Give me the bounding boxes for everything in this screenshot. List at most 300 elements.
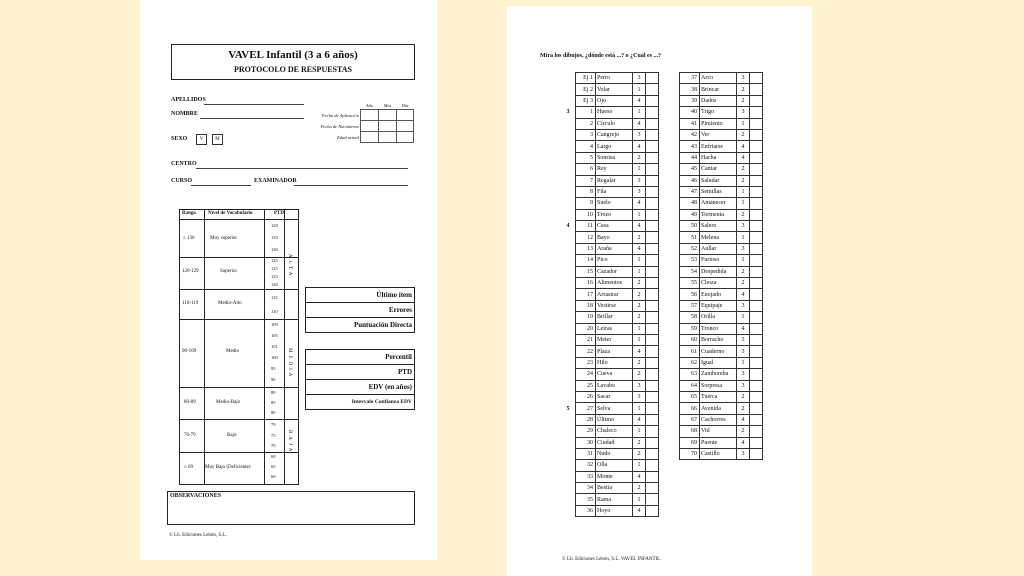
item-sec	[561, 118, 576, 129]
item-num: 37	[680, 73, 700, 84]
items-page	[507, 6, 812, 576]
item-num: 4	[576, 141, 596, 152]
response-cell[interactable]	[646, 243, 659, 254]
item-sec	[561, 186, 576, 197]
item-row	[561, 300, 659, 311]
ptd-value: 129	[271, 223, 278, 228]
item-num: 16	[576, 278, 596, 289]
item-sec	[561, 323, 576, 334]
ptd-value: 101	[271, 344, 278, 349]
item-word: Igual	[700, 357, 737, 368]
item-word: Hacha	[700, 152, 737, 163]
response-cell[interactable]	[646, 129, 659, 140]
response-cell[interactable]	[750, 346, 763, 357]
item-row	[561, 141, 659, 152]
items-right-table	[679, 72, 763, 460]
item-row	[680, 369, 763, 380]
response-cell[interactable]	[646, 198, 659, 209]
item-row	[561, 403, 659, 414]
item-num: 60	[680, 334, 700, 345]
level-baja: BAJA	[287, 430, 292, 455]
response-cell[interactable]	[646, 209, 659, 220]
response-cell[interactable]	[750, 357, 763, 368]
item-row	[680, 334, 763, 345]
item-num: 31	[576, 448, 596, 459]
item-num: Ej 3	[576, 95, 596, 106]
item-sec	[561, 483, 576, 494]
response-cell[interactable]	[646, 118, 659, 129]
item-ans: 4	[633, 141, 646, 152]
response-cell[interactable]	[646, 84, 659, 95]
item-ans: 1	[633, 323, 646, 334]
item-ans: 4	[633, 118, 646, 129]
item-ans: 3	[737, 346, 750, 357]
item-num: 35	[576, 494, 596, 505]
response-cell[interactable]	[750, 243, 763, 254]
item-num: 62	[680, 357, 700, 368]
item-ans: 4	[737, 414, 750, 425]
item-num: 13	[576, 243, 596, 254]
response-cell[interactable]	[646, 448, 659, 459]
item-sec	[561, 312, 576, 323]
item-row	[680, 312, 763, 323]
item-num: 26	[576, 391, 596, 402]
item-word: Perro	[596, 73, 633, 84]
title-box	[171, 44, 415, 80]
item-word: Regalar	[596, 175, 633, 186]
item-row	[680, 221, 763, 232]
band-nivel: Medio-Bajo	[216, 400, 241, 405]
sexo-m-box[interactable]: M	[212, 134, 223, 145]
response-cell[interactable]	[750, 141, 763, 152]
item-word: Bayo	[596, 232, 633, 243]
response-cell[interactable]	[750, 107, 763, 118]
response-cell[interactable]	[646, 334, 659, 345]
response-cell[interactable]	[646, 471, 659, 482]
item-row	[561, 369, 659, 380]
response-cell[interactable]	[750, 437, 763, 448]
item-word: Hueso	[596, 107, 633, 118]
item-word: Nudo	[596, 448, 633, 459]
item-row	[561, 460, 659, 471]
response-cell[interactable]	[646, 494, 659, 505]
item-word: Plaza	[596, 346, 633, 357]
response-cell[interactable]	[750, 232, 763, 243]
level-media: MEDIA	[287, 348, 292, 380]
response-cell[interactable]	[646, 232, 659, 243]
ptd-value: 130	[271, 247, 278, 252]
item-ans: 1	[633, 426, 646, 437]
item-num: 28	[576, 414, 596, 425]
date-cell[interactable]	[397, 132, 414, 143]
band-rango: 110-119	[182, 301, 199, 306]
response-cell[interactable]	[750, 209, 763, 220]
date-cell[interactable]	[397, 110, 414, 121]
item-row	[561, 471, 659, 482]
item-word: Trozo	[596, 209, 633, 220]
item-word: Ojo	[596, 95, 633, 106]
response-cell[interactable]	[750, 380, 763, 391]
item-ans: 2	[737, 426, 750, 437]
item-num: 40	[680, 107, 700, 118]
item-word: Tuerca	[700, 391, 737, 402]
date-cell[interactable]	[361, 121, 379, 132]
item-num: 17	[576, 289, 596, 300]
item-row	[680, 129, 763, 140]
item-num: 57	[680, 300, 700, 311]
protocol-title: VAVEL Infantil (3 a 6 años)	[228, 49, 358, 61]
response-cell[interactable]	[646, 414, 659, 425]
response-cell[interactable]	[750, 448, 763, 459]
item-word: Círculo	[596, 118, 633, 129]
item-ans: 2	[633, 437, 646, 448]
item-ans: 4	[633, 414, 646, 425]
response-cell[interactable]	[750, 129, 763, 140]
protocol-subtitle: PROTOCOLO DE RESPUESTAS	[234, 65, 352, 74]
item-num: 23	[576, 357, 596, 368]
response-cell[interactable]	[750, 175, 763, 186]
response-cell[interactable]	[750, 84, 763, 95]
item-ans: 4	[633, 198, 646, 209]
item-row	[680, 380, 763, 391]
item-word: Equipaje	[700, 300, 737, 311]
item-row	[680, 243, 763, 254]
item-sec	[561, 494, 576, 505]
item-num: 49	[680, 209, 700, 220]
item-row	[561, 494, 659, 505]
item-num: 34	[576, 483, 596, 494]
item-num: 12	[576, 232, 596, 243]
item-num: 50	[680, 221, 700, 232]
item-word: Selva	[596, 403, 633, 414]
item-word: Choza	[700, 278, 737, 289]
item-row	[680, 198, 763, 209]
item-num: 6	[576, 164, 596, 175]
item-word: Aullar	[700, 243, 737, 254]
apellidos-line[interactable]	[204, 104, 304, 105]
response-cell[interactable]	[646, 289, 659, 300]
item-num: 65	[680, 391, 700, 402]
item-sec	[561, 278, 576, 289]
response-cell[interactable]	[646, 346, 659, 357]
item-row	[680, 357, 763, 368]
item-num: 52	[680, 243, 700, 254]
item-num: 5	[576, 152, 596, 163]
item-word: Cueva	[596, 369, 633, 380]
response-cell[interactable]	[646, 266, 659, 277]
edv-row[interactable]	[306, 380, 414, 395]
item-row	[680, 391, 763, 402]
date-cell[interactable]	[378, 121, 396, 132]
date-cell[interactable]	[361, 132, 379, 143]
item-row	[680, 403, 763, 414]
date-cell[interactable]	[378, 132, 396, 143]
curso-line[interactable]	[191, 185, 251, 186]
item-num: 58	[680, 312, 700, 323]
item-ans: 1	[633, 494, 646, 505]
response-cell[interactable]	[750, 426, 763, 437]
item-ans: 2	[633, 300, 646, 311]
response-cell[interactable]	[750, 73, 763, 84]
item-sec	[561, 175, 576, 186]
item-word: Bestia	[596, 483, 633, 494]
item-num: 1	[576, 107, 596, 118]
item-ans: 1	[633, 266, 646, 277]
item-row	[561, 164, 659, 175]
item-num: 19	[576, 312, 596, 323]
item-ans: 1	[737, 255, 750, 266]
item-row	[561, 346, 659, 357]
item-ans: 4	[737, 437, 750, 448]
band-medio	[180, 319, 298, 388]
fecha-nacimiento-label: Fecha de Nacimiento	[308, 121, 361, 132]
item-ans: 1	[633, 107, 646, 118]
item-ans: 2	[737, 129, 750, 140]
response-cell[interactable]	[646, 460, 659, 471]
item-sec	[561, 84, 576, 95]
item-num: 9	[576, 198, 596, 209]
item-row	[680, 414, 763, 425]
item-ans: 2	[633, 289, 646, 300]
response-cell[interactable]	[750, 221, 763, 232]
item-sec	[561, 346, 576, 357]
response-cell[interactable]	[646, 391, 659, 402]
band-nivel: Superior	[220, 269, 238, 274]
item-sec	[561, 198, 576, 209]
items-left-table	[561, 72, 659, 517]
ptd-value: 60	[271, 474, 276, 479]
response-cell[interactable]	[646, 357, 659, 368]
item-sec	[561, 232, 576, 243]
response-cell[interactable]	[750, 278, 763, 289]
item-ans: 3	[633, 380, 646, 391]
response-cell[interactable]	[646, 141, 659, 152]
ptd-value: 65	[271, 464, 276, 469]
item-ans: 1	[633, 403, 646, 414]
item-ans: 3	[737, 448, 750, 459]
response-cell[interactable]	[646, 221, 659, 232]
item-ans: 2	[633, 152, 646, 163]
item-row	[561, 255, 659, 266]
item-row	[680, 437, 763, 448]
copyright: © Lb. Ediciones Lebón, S.L.	[169, 533, 227, 538]
ptd-value: 69	[271, 454, 276, 459]
response-cell[interactable]	[646, 152, 659, 163]
date-cell[interactable]	[378, 110, 396, 121]
band-nivel: Muy Bajo (Deficiente)	[205, 465, 251, 470]
item-row	[561, 175, 659, 186]
errores-row[interactable]	[306, 303, 414, 318]
ptd-value: 123	[271, 274, 278, 279]
errores-label: Errores	[388, 306, 412, 314]
item-num: 11	[576, 221, 596, 232]
item-ans: 4	[633, 243, 646, 254]
item-num: 14	[576, 255, 596, 266]
item-word: Olla	[596, 460, 633, 471]
item-sec: 4	[566, 223, 570, 230]
response-cell[interactable]	[750, 289, 763, 300]
response-cell[interactable]	[646, 175, 659, 186]
item-word: Vestirse	[596, 300, 633, 311]
norm-table	[179, 209, 299, 485]
ptd-value: 125	[271, 266, 278, 271]
item-row	[680, 426, 763, 437]
sexo-v-box[interactable]: V	[196, 134, 207, 145]
item-sec	[561, 95, 576, 106]
item-row	[680, 95, 763, 106]
response-cell[interactable]	[646, 186, 659, 197]
item-row	[680, 278, 763, 289]
item-ans: 2	[633, 369, 646, 380]
response-cell[interactable]	[646, 403, 659, 414]
date-cell[interactable]	[397, 121, 414, 132]
percentil-label: Percentil	[385, 353, 412, 361]
item-num: 54	[680, 266, 700, 277]
response-cell[interactable]	[750, 369, 763, 380]
derived-score-box	[305, 349, 415, 410]
item-num: 48	[680, 198, 700, 209]
response-cell[interactable]	[646, 505, 659, 516]
item-row	[680, 164, 763, 175]
response-cell[interactable]	[750, 403, 763, 414]
item-sec	[561, 209, 576, 220]
ptd-value: 109	[271, 322, 278, 327]
percentil-row[interactable]	[306, 350, 414, 365]
response-cell[interactable]	[646, 437, 659, 448]
month-header: Mes	[378, 101, 396, 110]
response-cell[interactable]	[646, 312, 659, 323]
date-cell[interactable]	[361, 110, 379, 121]
item-word: Meter	[596, 334, 633, 345]
item-sec	[561, 334, 576, 345]
item-word: Melena	[700, 232, 737, 243]
ultimo-item-row[interactable]	[306, 288, 414, 303]
item-num: 25	[576, 380, 596, 391]
item-row	[680, 186, 763, 197]
item-row	[561, 209, 659, 220]
response-cell[interactable]	[646, 95, 659, 106]
response-cell[interactable]	[750, 198, 763, 209]
response-cell[interactable]	[750, 323, 763, 334]
item-num: 22	[576, 346, 596, 357]
response-cell[interactable]	[750, 186, 763, 197]
item-ans: 3	[737, 221, 750, 232]
item-num: 70	[680, 448, 700, 459]
response-cell[interactable]	[750, 95, 763, 106]
item-row	[680, 289, 763, 300]
item-row	[680, 118, 763, 129]
item-word: Salero	[700, 221, 737, 232]
response-cell[interactable]	[750, 300, 763, 311]
item-num: 33	[576, 471, 596, 482]
response-cell[interactable]	[646, 73, 659, 84]
ptd-label: PTD	[398, 368, 412, 376]
intervalo-label: Intervalo Confianza EDV	[351, 399, 412, 405]
item-row	[680, 152, 763, 163]
response-cell[interactable]	[750, 152, 763, 163]
centro-line[interactable]	[196, 168, 408, 169]
item-row	[561, 152, 659, 163]
response-cell[interactable]	[646, 107, 659, 118]
response-cell[interactable]	[646, 300, 659, 311]
item-num: 36	[576, 505, 596, 516]
item-ans: 2	[737, 164, 750, 175]
response-cell[interactable]	[750, 266, 763, 277]
response-cell[interactable]	[646, 323, 659, 334]
intervalo-row[interactable]	[306, 395, 414, 409]
observaciones-box[interactable]	[167, 491, 415, 525]
response-cell[interactable]	[646, 278, 659, 289]
response-cell[interactable]	[750, 255, 763, 266]
item-ans: 1	[633, 460, 646, 471]
ptd-value: 120	[271, 282, 278, 287]
item-row	[680, 232, 763, 243]
response-cell[interactable]	[750, 414, 763, 425]
item-word: Rey	[596, 164, 633, 175]
item-ans: 1	[737, 198, 750, 209]
examinador-line[interactable]	[294, 185, 408, 186]
response-cell[interactable]	[646, 255, 659, 266]
response-cell[interactable]	[750, 118, 763, 129]
item-sec	[561, 357, 576, 368]
item-sec	[561, 289, 576, 300]
item-ans: 3	[737, 73, 750, 84]
item-ans: 3	[737, 243, 750, 254]
item-ans: 1	[633, 334, 646, 345]
item-sec	[561, 243, 576, 254]
nombre-line[interactable]	[200, 118, 304, 119]
item-word: Amanecer	[700, 198, 737, 209]
item-word: Cuaderno	[700, 346, 737, 357]
item-sec	[561, 164, 576, 175]
response-cell[interactable]	[646, 164, 659, 175]
response-cell[interactable]	[646, 426, 659, 437]
item-row	[561, 118, 659, 129]
item-ans: 1	[737, 186, 750, 197]
item-num: 51	[680, 232, 700, 243]
response-cell[interactable]	[646, 380, 659, 391]
puntuacion-directa-row[interactable]	[306, 318, 414, 332]
item-sec	[561, 460, 576, 471]
response-cell[interactable]	[750, 391, 763, 402]
item-ans: 1	[737, 232, 750, 243]
item-ans: 4	[633, 505, 646, 516]
response-cell[interactable]	[750, 312, 763, 323]
nombre-label: NOMBRE	[171, 111, 198, 117]
item-ans: 2	[633, 278, 646, 289]
item-ans: 1	[737, 118, 750, 129]
item-num: 41	[680, 118, 700, 129]
protocol-page	[140, 0, 437, 560]
item-num: 39	[680, 95, 700, 106]
response-cell[interactable]	[750, 164, 763, 175]
item-num: 42	[680, 129, 700, 140]
item-row	[680, 266, 763, 277]
item-sec	[561, 255, 576, 266]
item-row	[680, 73, 763, 84]
ptd-row[interactable]	[306, 365, 414, 380]
response-cell[interactable]	[646, 483, 659, 494]
item-ans: 3	[737, 107, 750, 118]
item-word: Enfriarse	[700, 141, 737, 152]
item-word: Castillo	[700, 448, 737, 459]
response-cell[interactable]	[750, 334, 763, 345]
item-ans: 4	[737, 152, 750, 163]
item-word: Tronco	[700, 323, 737, 334]
response-cell[interactable]	[646, 369, 659, 380]
band-rango: 120-129	[182, 269, 199, 274]
item-row	[680, 84, 763, 95]
